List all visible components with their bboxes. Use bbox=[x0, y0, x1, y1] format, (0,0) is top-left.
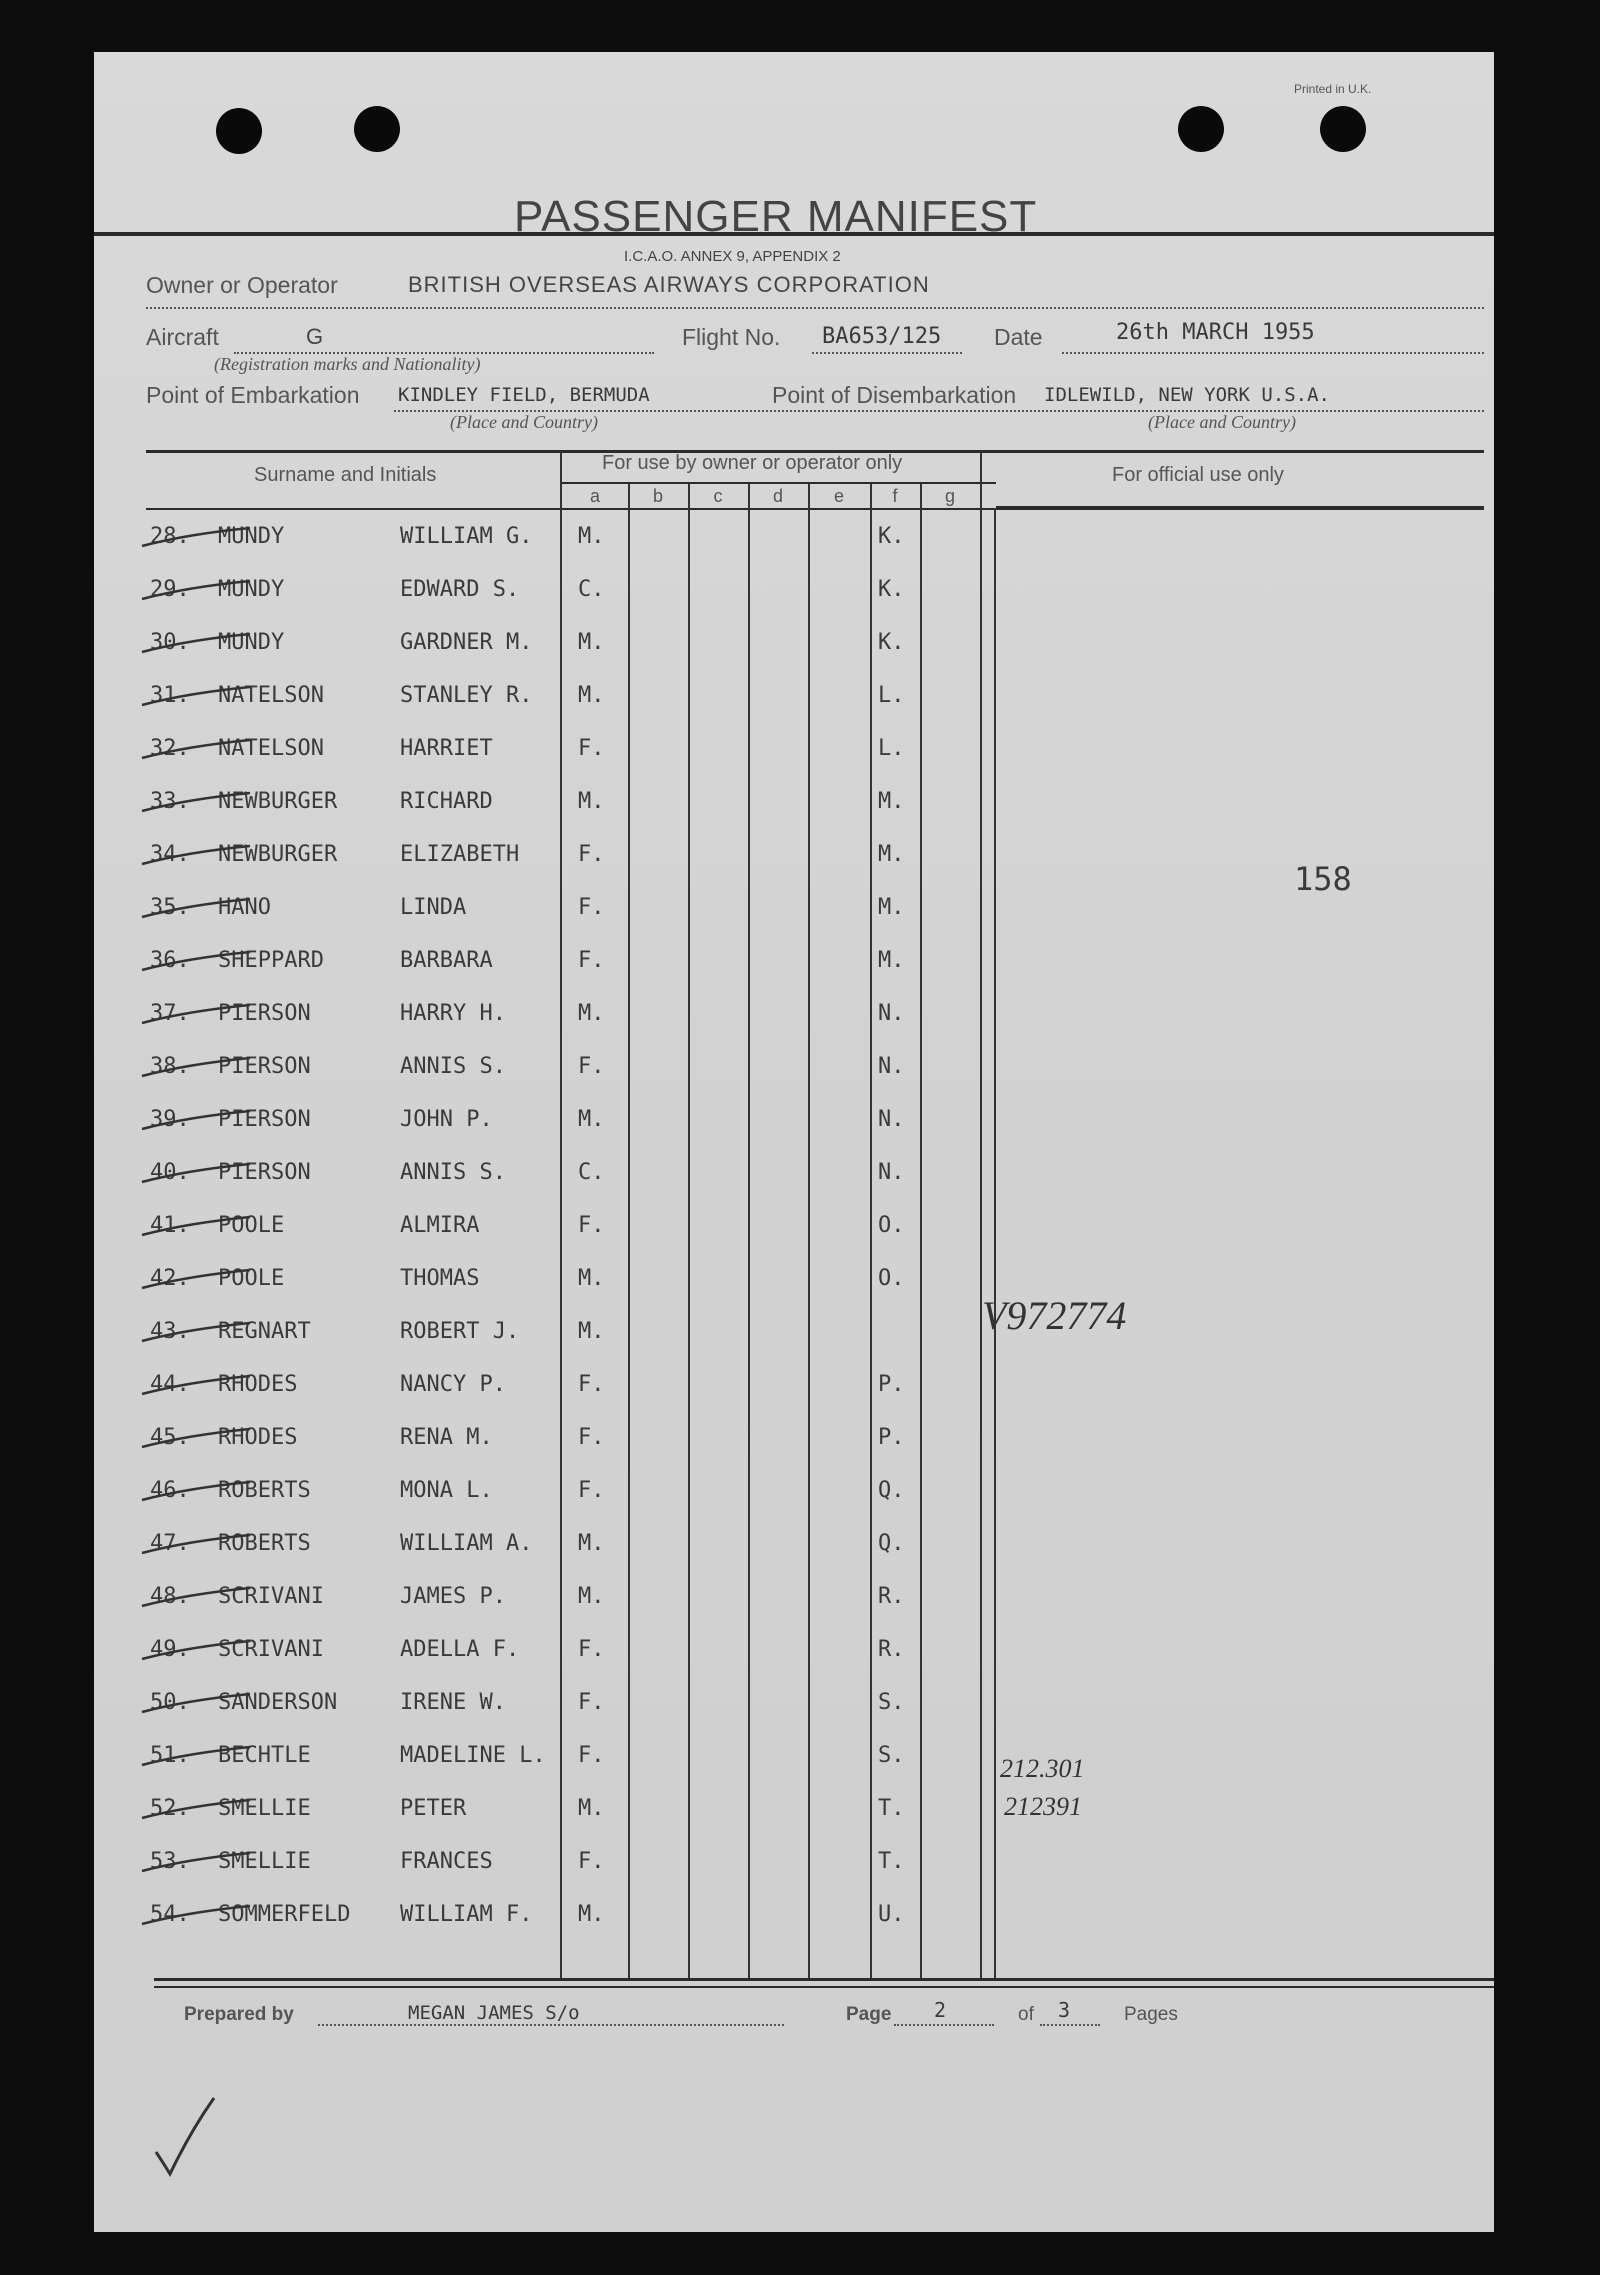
column-f-value: R. bbox=[878, 1637, 905, 1662]
passenger-surname: NATELSON bbox=[218, 683, 324, 708]
tick-off-mark bbox=[138, 1796, 258, 1826]
tick-off-mark bbox=[138, 1054, 258, 1084]
column-f-value: M. bbox=[878, 789, 905, 814]
column-a-value: M. bbox=[578, 1319, 605, 1344]
column-f-value: M. bbox=[878, 842, 905, 867]
column-f-value: K. bbox=[878, 577, 905, 602]
tick-off-mark bbox=[138, 1743, 258, 1773]
passenger-surname: RHODES bbox=[218, 1425, 298, 1450]
column-f-value: T. bbox=[878, 1796, 905, 1821]
table-row bbox=[94, 518, 1494, 558]
table-row bbox=[94, 571, 1494, 611]
passenger-given-names: GARDNER M. bbox=[400, 630, 533, 655]
passenger-given-names: STANLEY R. bbox=[400, 683, 533, 708]
passenger-given-names: NANCY P. bbox=[400, 1372, 506, 1397]
table-row bbox=[94, 1207, 1494, 1247]
row-number: 49. bbox=[150, 1637, 190, 1662]
passenger-surname: SHEPPARD bbox=[218, 948, 324, 973]
table-row bbox=[94, 995, 1494, 1035]
tick-off-mark bbox=[138, 683, 258, 713]
row-number: 36. bbox=[150, 948, 190, 973]
passenger-surname: MUNDY bbox=[218, 577, 285, 602]
page-label: Page bbox=[846, 2004, 892, 2025]
column-f-value: S. bbox=[878, 1690, 905, 1715]
table-row bbox=[94, 1684, 1494, 1724]
embarkation-label: Point of Embarkation bbox=[146, 382, 360, 408]
table-row bbox=[94, 1048, 1494, 1088]
passenger-given-names: HARRIET bbox=[400, 736, 493, 761]
passenger-given-names: PETER bbox=[400, 1796, 467, 1821]
row-number: 32. bbox=[150, 736, 190, 761]
row-number: 43. bbox=[150, 1319, 190, 1344]
embarkation-value: KINDLEY FIELD, BERMUDA bbox=[398, 384, 650, 406]
tick-off-mark bbox=[138, 524, 258, 554]
prepared-value: MEGAN JAMES S/o bbox=[408, 2002, 580, 2024]
column-a-value: M. bbox=[578, 1902, 605, 1927]
column-a-value: M. bbox=[578, 1107, 605, 1132]
disembarkation-note: (Place and Country) bbox=[1148, 412, 1296, 432]
passenger-given-names: RENA M. bbox=[400, 1425, 493, 1450]
tick-off-mark bbox=[138, 1266, 258, 1296]
col-official-header: For official use only bbox=[1112, 464, 1284, 486]
owner-value: BRITISH OVERSEAS AIRWAYS CORPORATION bbox=[408, 272, 930, 297]
flight-value: BA653/125 bbox=[822, 324, 942, 349]
row-number: 30. bbox=[150, 630, 190, 655]
row-number: 48. bbox=[150, 1584, 190, 1609]
passenger-surname: SCRIVANI bbox=[218, 1637, 324, 1662]
row-number: 50. bbox=[150, 1690, 190, 1715]
column-a-value: F. bbox=[578, 1478, 605, 1503]
subcol-f: f bbox=[892, 486, 898, 506]
row-number: 37. bbox=[150, 1001, 190, 1026]
column-a-value: M. bbox=[578, 1001, 605, 1026]
column-f-value: M. bbox=[878, 948, 905, 973]
table-row bbox=[94, 677, 1494, 717]
passenger-surname: PIERSON bbox=[218, 1054, 311, 1079]
passenger-surname: POOLE bbox=[218, 1213, 285, 1238]
column-a-value: M. bbox=[578, 789, 605, 814]
column-a-value: F. bbox=[578, 1425, 605, 1450]
column-f-value: Q. bbox=[878, 1531, 905, 1556]
passenger-given-names: ROBERT J. bbox=[400, 1319, 520, 1344]
footer-rule bbox=[154, 1978, 1494, 1981]
table-row bbox=[94, 1790, 1494, 1830]
passenger-given-names: BARBARA bbox=[400, 948, 493, 973]
flight-label: Flight No. bbox=[682, 324, 781, 350]
passenger-given-names: THOMAS bbox=[400, 1266, 480, 1291]
subcol-g: g bbox=[944, 486, 955, 506]
table-row bbox=[94, 1525, 1494, 1565]
aircraft-label: Aircraft bbox=[146, 324, 219, 350]
passenger-surname: SMELLIE bbox=[218, 1849, 311, 1874]
passenger-surname: ROBERTS bbox=[218, 1531, 311, 1556]
tick-off-mark bbox=[138, 1478, 258, 1508]
tick-off-mark bbox=[138, 736, 258, 766]
punch-hole bbox=[354, 106, 400, 152]
table-row bbox=[94, 1419, 1494, 1459]
table-row bbox=[94, 1843, 1494, 1883]
passenger-surname: PIERSON bbox=[218, 1107, 311, 1132]
table-row bbox=[94, 624, 1494, 664]
table-row bbox=[94, 1260, 1494, 1300]
passenger-surname: HANO bbox=[218, 895, 271, 920]
row-number: 40. bbox=[150, 1160, 190, 1185]
tick-off-mark bbox=[138, 1690, 258, 1720]
table-row bbox=[94, 1154, 1494, 1194]
passenger-given-names: WILLIAM A. bbox=[400, 1531, 533, 1556]
handwritten-code: 212.301 bbox=[1000, 1754, 1085, 1783]
table-row bbox=[94, 1578, 1494, 1618]
row-number: 53. bbox=[150, 1849, 190, 1874]
column-f-value: K. bbox=[878, 524, 905, 549]
column-f-value: N. bbox=[878, 1054, 905, 1079]
column-f-value: L. bbox=[878, 683, 905, 708]
tick-off-mark bbox=[138, 1213, 258, 1243]
column-a-value: F. bbox=[578, 895, 605, 920]
column-a-value: M. bbox=[578, 524, 605, 549]
row-number: 54. bbox=[150, 1902, 190, 1927]
passenger-surname: MUNDY bbox=[218, 630, 285, 655]
column-f-value: N. bbox=[878, 1001, 905, 1026]
passenger-given-names: ANNIS S. bbox=[400, 1160, 506, 1185]
subcol-e: e bbox=[833, 486, 844, 506]
disembarkation-value: IDLEWILD, NEW YORK U.S.A. bbox=[1044, 384, 1330, 406]
column-a-value: F. bbox=[578, 1372, 605, 1397]
tick-off-mark bbox=[138, 1107, 258, 1137]
row-number: 29. bbox=[150, 577, 190, 602]
punch-hole bbox=[216, 108, 262, 154]
tick-off-mark bbox=[138, 1531, 258, 1561]
row-number: 51. bbox=[150, 1743, 190, 1768]
table-row bbox=[94, 1313, 1494, 1353]
embark-rule bbox=[394, 410, 1484, 412]
column-a-value: F. bbox=[578, 736, 605, 761]
column-f-value: P. bbox=[878, 1372, 905, 1397]
owner-rule bbox=[146, 307, 1484, 309]
subcol-d: d bbox=[772, 486, 783, 506]
official-rule bbox=[996, 506, 1484, 509]
tick-off-mark bbox=[138, 948, 258, 978]
tick-off-mark bbox=[138, 1584, 258, 1614]
footer-rule bbox=[154, 1986, 1494, 1988]
row-number: 52. bbox=[150, 1796, 190, 1821]
passenger-surname: NEWBURGER bbox=[218, 842, 338, 867]
tick-off-mark bbox=[138, 1637, 258, 1667]
column-a-value: M. bbox=[578, 1531, 605, 1556]
passenger-surname: MUNDY bbox=[218, 524, 285, 549]
column-a-value: F. bbox=[578, 948, 605, 973]
flight-line bbox=[812, 352, 962, 354]
column-a-value: M. bbox=[578, 683, 605, 708]
table-row bbox=[94, 1472, 1494, 1512]
row-number: 47. bbox=[150, 1531, 190, 1556]
row-number: 42. bbox=[150, 1266, 190, 1291]
table-row bbox=[94, 836, 1494, 876]
column-f-value: N. bbox=[878, 1160, 905, 1185]
subcol-a: a bbox=[589, 486, 600, 506]
tick-off-mark bbox=[138, 1425, 258, 1455]
tick-off-mark bbox=[138, 630, 258, 660]
passenger-given-names: HARRY H. bbox=[400, 1001, 506, 1026]
prepared-label: Prepared by bbox=[184, 2004, 294, 2025]
passenger-given-names: ANNIS S. bbox=[400, 1054, 506, 1079]
column-f-value: R. bbox=[878, 1584, 905, 1609]
punch-hole bbox=[1178, 106, 1224, 152]
aircraft-note: (Registration marks and Nationality) bbox=[214, 354, 481, 374]
handwritten-code: 212391 bbox=[1004, 1792, 1082, 1821]
of-value: 3 bbox=[1058, 1998, 1071, 2022]
passenger-given-names: MADELINE L. bbox=[400, 1743, 546, 1768]
date-label: Date bbox=[994, 324, 1043, 350]
row-number: 46. bbox=[150, 1478, 190, 1503]
of-line bbox=[1040, 2024, 1100, 2026]
column-f-value: S. bbox=[878, 1743, 905, 1768]
tick-off-mark bbox=[138, 842, 258, 872]
tick-off-mark bbox=[138, 577, 258, 607]
passenger-given-names: FRANCES bbox=[400, 1849, 493, 1874]
row-number: 41. bbox=[150, 1213, 190, 1238]
column-f-value: U. bbox=[878, 1902, 905, 1927]
table-row bbox=[94, 1366, 1494, 1406]
check-mark-icon bbox=[150, 2092, 220, 2182]
stamp-number: 158 bbox=[1294, 860, 1352, 898]
passenger-given-names: ADELLA F. bbox=[400, 1637, 520, 1662]
column-a-value: F. bbox=[578, 1054, 605, 1079]
passenger-surname: ROBERTS bbox=[218, 1478, 311, 1503]
passenger-surname: NEWBURGER bbox=[218, 789, 338, 814]
passenger-surname: SOMMERFELD bbox=[218, 1902, 351, 1927]
column-a-value: F. bbox=[578, 1849, 605, 1874]
column-a-value: M. bbox=[578, 1266, 605, 1291]
row-number: 39. bbox=[150, 1107, 190, 1132]
passenger-given-names: IRENE W. bbox=[400, 1690, 506, 1715]
passenger-surname: SMELLIE bbox=[218, 1796, 311, 1821]
subcol-b: b bbox=[652, 486, 663, 506]
page-value: 2 bbox=[934, 1998, 947, 2022]
tick-off-mark bbox=[138, 1001, 258, 1031]
printed-note: Printed in U.K. bbox=[1294, 82, 1372, 96]
passenger-surname: PIERSON bbox=[218, 1160, 311, 1185]
passenger-surname: NATELSON bbox=[218, 736, 324, 761]
col-group-header: For use by owner or operator only bbox=[602, 452, 903, 474]
row-number: 44. bbox=[150, 1372, 190, 1397]
column-a-value: C. bbox=[578, 1160, 605, 1185]
column-a-value: F. bbox=[578, 842, 605, 867]
table-row bbox=[94, 1896, 1494, 1936]
row-number: 34. bbox=[150, 842, 190, 867]
passenger-surname: REGNART bbox=[218, 1319, 311, 1344]
punch-hole bbox=[1320, 106, 1366, 152]
column-f-value: L. bbox=[878, 736, 905, 761]
passenger-surname: SCRIVANI bbox=[218, 1584, 324, 1609]
subcol-c: c bbox=[713, 486, 723, 506]
passenger-given-names: LINDA bbox=[400, 895, 467, 920]
column-a-value: F. bbox=[578, 1690, 605, 1715]
row-number: 33. bbox=[150, 789, 190, 814]
pages-label: Pages bbox=[1124, 2004, 1178, 2025]
column-f-value: P. bbox=[878, 1425, 905, 1450]
passenger-given-names: WILLIAM G. bbox=[400, 524, 533, 549]
passenger-surname: PIERSON bbox=[218, 1001, 311, 1026]
table-row bbox=[94, 783, 1494, 823]
owner-label: Owner or Operator bbox=[146, 272, 338, 298]
row-number: 28. bbox=[150, 524, 190, 549]
column-f-value: K. bbox=[878, 630, 905, 655]
row-number: 38. bbox=[150, 1054, 190, 1079]
column-f-value: O. bbox=[878, 1213, 905, 1238]
embarkation-note: (Place and Country) bbox=[450, 412, 598, 432]
column-f-value: M. bbox=[878, 895, 905, 920]
handwritten-ticket-number: V972774 bbox=[982, 1293, 1127, 1338]
tick-off-mark bbox=[138, 1902, 258, 1932]
passenger-surname: POOLE bbox=[218, 1266, 285, 1291]
row-number: 45. bbox=[150, 1425, 190, 1450]
page-subtitle: I.C.A.O. ANNEX 9, APPENDIX 2 bbox=[624, 248, 841, 265]
passenger-given-names: ELIZABETH bbox=[400, 842, 520, 867]
column-f-value: N. bbox=[878, 1107, 905, 1132]
table-row bbox=[94, 942, 1494, 982]
tick-off-mark bbox=[138, 895, 258, 925]
page-title: PASSENGER MANIFEST bbox=[514, 192, 1038, 241]
passenger-surname: SANDERSON bbox=[218, 1690, 338, 1715]
column-a-value: M. bbox=[578, 1584, 605, 1609]
aircraft-value: G bbox=[306, 324, 325, 349]
disembarkation-label: Point of Disembarkation bbox=[772, 382, 1017, 408]
date-line bbox=[1062, 352, 1484, 354]
tick-off-mark bbox=[138, 1319, 258, 1349]
page-line bbox=[894, 2024, 994, 2026]
table-row bbox=[94, 1101, 1494, 1141]
date-value: 26th MARCH 1955 bbox=[1116, 320, 1315, 345]
manifest-sheet bbox=[94, 52, 1494, 2232]
passenger-given-names: ALMIRA bbox=[400, 1213, 480, 1238]
table-row bbox=[94, 1631, 1494, 1671]
row-number: 31. bbox=[150, 683, 190, 708]
column-f-value: Q. bbox=[878, 1478, 905, 1503]
passenger-surname: BECHTLE bbox=[218, 1743, 311, 1768]
column-a-value: F. bbox=[578, 1213, 605, 1238]
passenger-given-names: EDWARD S. bbox=[400, 577, 520, 602]
passenger-given-names: RICHARD bbox=[400, 789, 493, 814]
table-row bbox=[94, 730, 1494, 770]
of-label: of bbox=[1018, 2004, 1034, 2025]
passenger-given-names: JOHN P. bbox=[400, 1107, 493, 1132]
column-f-value: T. bbox=[878, 1849, 905, 1874]
passenger-given-names: MONA L. bbox=[400, 1478, 493, 1503]
column-a-value: C. bbox=[578, 577, 605, 602]
tick-off-mark bbox=[138, 789, 258, 819]
column-f-value: O. bbox=[878, 1266, 905, 1291]
tick-off-mark bbox=[138, 1372, 258, 1402]
row-number: 35. bbox=[150, 895, 190, 920]
prepared-line bbox=[318, 2024, 784, 2026]
table-row bbox=[94, 1737, 1494, 1777]
column-a-value: M. bbox=[578, 630, 605, 655]
passenger-given-names: WILLIAM F. bbox=[400, 1902, 533, 1927]
tick-off-mark bbox=[138, 1160, 258, 1190]
column-a-value: F. bbox=[578, 1743, 605, 1768]
tick-off-mark bbox=[138, 1849, 258, 1879]
col-name-header: Surname and Initials bbox=[254, 464, 437, 486]
passenger-surname: RHODES bbox=[218, 1372, 298, 1397]
table-row bbox=[94, 889, 1494, 929]
column-a-value: M. bbox=[578, 1796, 605, 1821]
column-a-value: F. bbox=[578, 1637, 605, 1662]
passenger-given-names: JAMES P. bbox=[400, 1584, 506, 1609]
